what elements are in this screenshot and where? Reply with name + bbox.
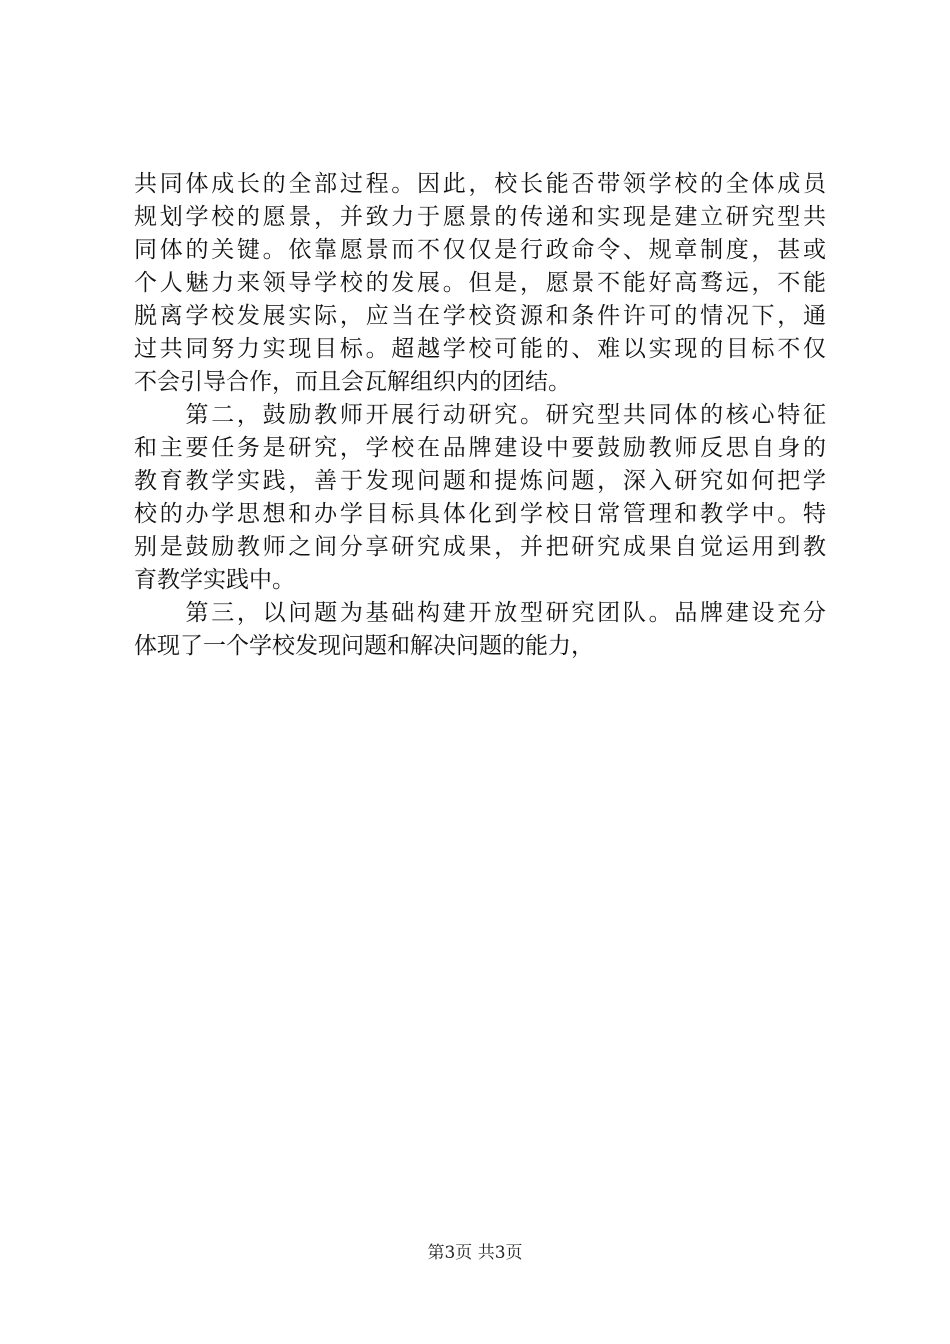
text-line: 第三，以问题为基础构建开放型研究团队。品牌建设充分 [134, 600, 826, 626]
text-line: 别是鼓励教师之间分享研究成果，并把研究成果自觉运用到教 [134, 534, 826, 560]
text-line: 过共同努力实现目标。超越学校可能的、难以实现的目标不仅 [134, 336, 826, 362]
text-line: 第二，鼓励教师开展行动研究。研究型共同体的核心特征 [134, 402, 826, 428]
text-line: 体现了一个学校发现问题和解决问题的能力， [134, 633, 594, 659]
text-line: 个人魅力来领导学校的发展。但是，愿景不能好高骛远，不能 [134, 270, 826, 296]
text-line: 校的办学思想和办学目标具体化到学校日常管理和教学中。特 [134, 501, 826, 527]
body-text [134, 168, 826, 663]
page-footer: 第3页 共3页 [427, 1243, 523, 1263]
text-line: 教育教学实践，善于发现问题和提炼问题，深入研究如何把学 [134, 468, 826, 494]
text-line: 育教学实践中。 [134, 567, 295, 593]
text-line: 同体的关键。依靠愿景而不仅仅是行政命令、规章制度，甚或 [134, 237, 826, 263]
text-line: 和主要任务是研究，学校在品牌建设中要鼓励教师反思自身的 [134, 435, 826, 461]
text-line: 规划学校的愿景，并致力于愿景的传递和实现是建立研究型共 [134, 204, 826, 230]
text-line: 不会引导合作，而且会瓦解组织内的团结。 [134, 369, 571, 395]
text-line: 脱离学校发展实际，应当在学校资源和条件许可的情况下，通 [134, 303, 826, 329]
text-line: 共同体成长的全部过程。因此，校长能否带领学校的全体成员 [134, 171, 826, 197]
